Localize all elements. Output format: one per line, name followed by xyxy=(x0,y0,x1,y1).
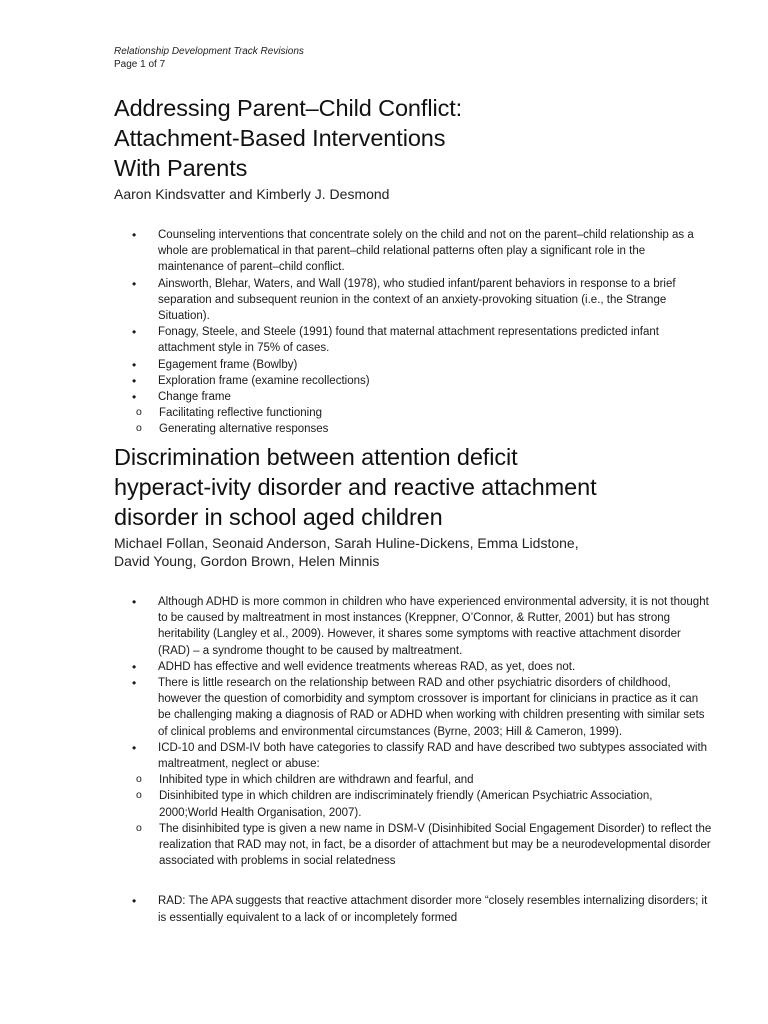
sub-bullet-list xyxy=(114,772,714,869)
document-title: Relationship Development Track Revisions xyxy=(114,46,304,57)
sub-bullet-item: o Generating alternative responses xyxy=(114,421,714,437)
bullet-item: • ADHD has effective and well evidence treatments whereas RAD, as yet, does not. xyxy=(114,659,714,675)
page-number: Page 1 of 7 xyxy=(114,59,166,70)
bullet-item: • ICD-10 and DSM-IV both have categories to classify RAD and have described two subtypes associated with maltreatment, neglect or abuse: xyxy=(114,740,714,772)
sub-bullet-item: o Disinhibited type in which children are indiscriminately friendly (American Psychiatric Association, 2000;World Health Organisation, 2007). xyxy=(114,788,714,820)
title-line: Attachment-Based Interventions xyxy=(114,125,446,151)
sub-bullet-item: o The disinhibited type is given a new name in DSM-V (Disinhibited Social Engagement Disorder) to reflect the realization that RAD may not, in fact, be a disorder of attachment but may be a neurodevelopmental disorder associated with problems in social relatedness xyxy=(114,821,714,870)
section-title xyxy=(114,93,714,183)
bullet-item: • Change frame xyxy=(114,389,714,405)
bullet-item: • Fonagy, Steele, and Steele (1991) found that maternal attachment representations predicted infant attachment style in 75% of cases. xyxy=(114,324,714,356)
bullet-list xyxy=(114,893,714,925)
section-title xyxy=(114,442,714,532)
title-line: hyperact-ivity disorder and reactive attachment xyxy=(114,474,597,500)
bullet-list xyxy=(114,594,714,772)
author-line: Michael Follan, Seonaid Anderson, Sarah Huline-Dickens, Emma Lidstone, xyxy=(114,535,579,551)
title-line: disorder in school aged children xyxy=(114,504,443,530)
title-line: Addressing Parent–Child Conflict: xyxy=(114,95,463,121)
bullet-item: • Egagement frame (Bowlby) xyxy=(114,357,714,373)
page-header xyxy=(114,45,304,71)
bullet-item: • RAD: The APA suggests that reactive attachment disorder more “closely resembles internalizing disorders; it is essentially equivalent to a lack of or incompletely formed xyxy=(114,893,714,925)
bullet-item: • Although ADHD is more common in children who have experienced environmental adversity, it is not thought to be caused by maltreatment in most instances (Kreppner, O’Connor, & Rutter, 2001) but has strong heritability (Langley et al., 2009). However, it shares some symptoms with reactive attachment disorder (RAD) – a syndrome thought to be caused by maltreatment. xyxy=(114,594,714,659)
title-line: Discrimination between attention deficit xyxy=(114,444,518,470)
author-line: David Young, Gordon Brown, Helen Minnis xyxy=(114,553,380,569)
bullet-item: • Counseling interventions that concentrate solely on the child and not on the parent–child relationship as a whole are problematical in that parent–child relational patterns often play a significant role in the maintenance of parent–child conflict. xyxy=(114,227,714,276)
section-authors xyxy=(114,534,714,570)
sub-bullet-item: o Facilitating reflective functioning xyxy=(114,405,714,421)
title-line: With Parents xyxy=(114,155,248,181)
section-adhd-rad xyxy=(114,442,714,926)
section-authors: Aaron Kindsvatter and Kimberly J. Desmond xyxy=(114,186,390,202)
section-parent-child-conflict xyxy=(114,93,714,438)
bullet-item: • Exploration frame (examine recollections) xyxy=(114,373,714,389)
bullet-item: • There is little research on the relationship between RAD and other psychiatric disorders of childhood, however the question of comorbidity and symptom crossover is important for clinicians in practice as it can be challenging making a diagnosis of RAD or ADHD when working with children presenting with similar sets of clinical problems and environmental circumstances (Byrne, 2003; Hill & Cameron, 1999). xyxy=(114,675,714,740)
sub-bullet-list xyxy=(114,405,714,437)
bullet-item: • Ainsworth, Blehar, Waters, and Wall (1978), who studied infant/parent behaviors in response to a brief separation and subsequent reunion in the context of an anxiety-provoking situation (i.e., the Strange Situation). xyxy=(114,276,714,325)
bullet-list xyxy=(114,227,714,405)
sub-bullet-item: o Inhibited type in which children are withdrawn and fearful, and xyxy=(114,772,714,788)
